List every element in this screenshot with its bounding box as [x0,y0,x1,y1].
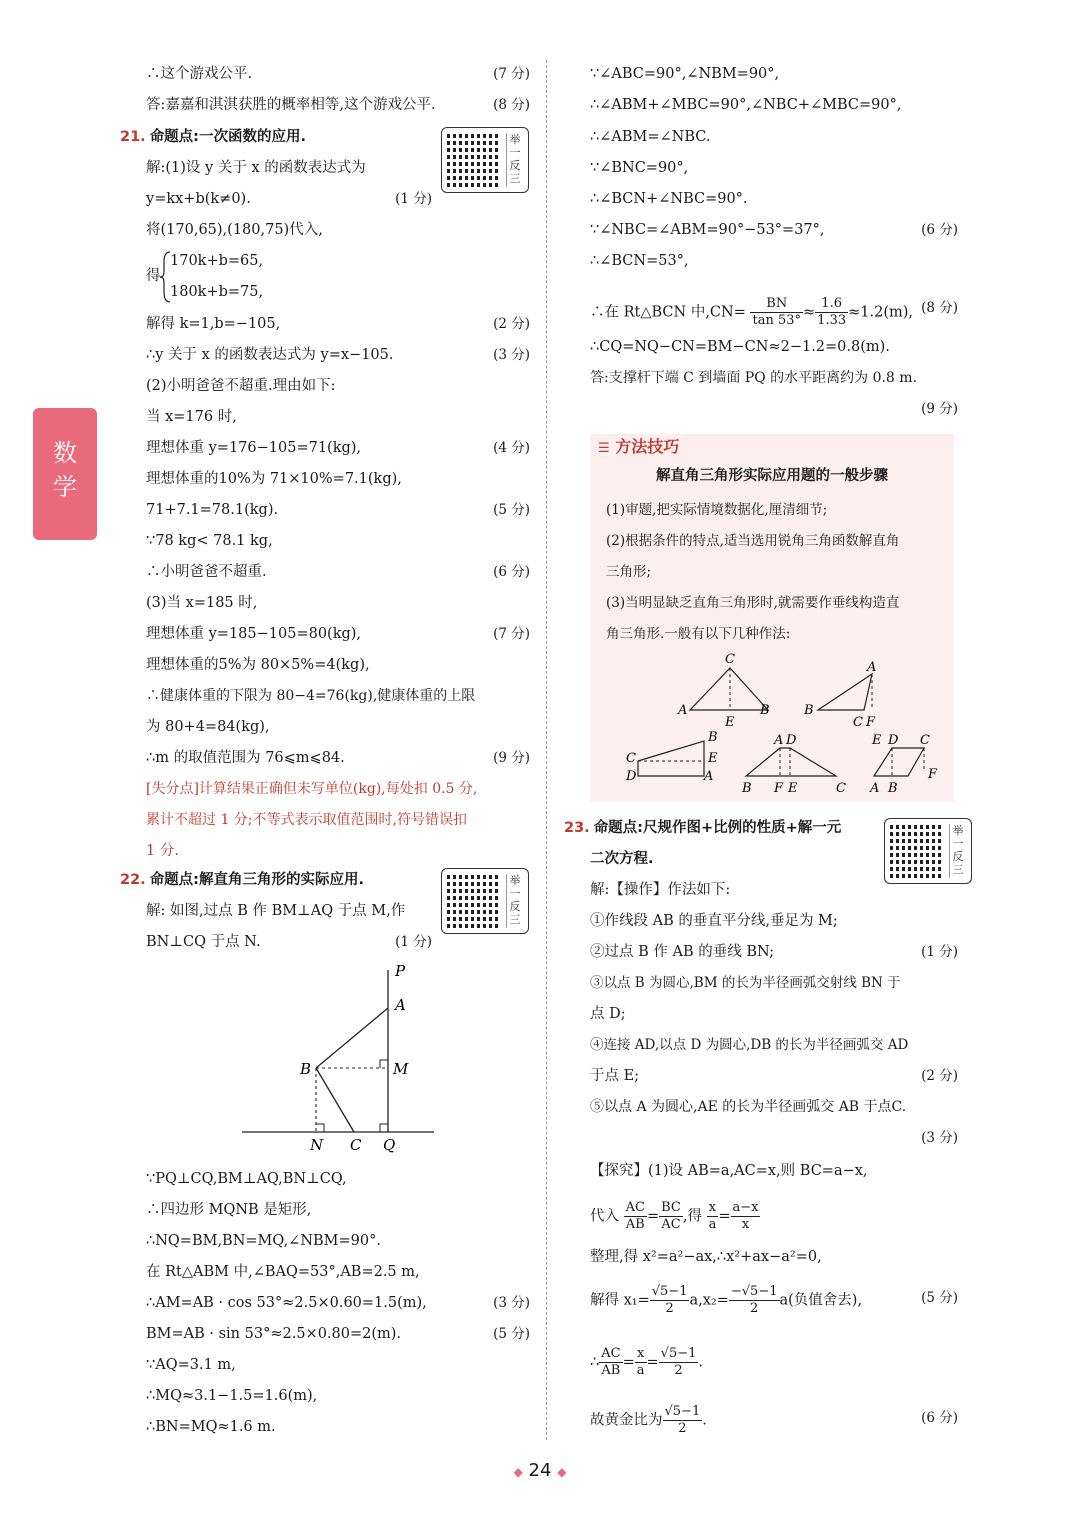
substitution-line: 代入 $\frac{AC}{AB}$ = $\frac{BC}{AC}$ ,得 $\frac{x}{a}$ = $\frac{a-x}{x}$ [590,1200,759,1232]
text-line: 点 D; [590,1006,626,1022]
figure-2 [803,660,876,730]
label-a: A [395,996,406,1014]
label-m: M [393,1060,409,1078]
score-mark: (8 分) [921,300,958,316]
score-mark: (6 分) [921,222,958,238]
method-tips-box [590,434,954,802]
qr-code-image [890,824,944,878]
qr-tag: 举一反三 [506,133,523,187]
golden-ratio-line: 故黄金比为 $\frac{√5-1}{2}$ . [590,1404,707,1436]
tips-icon: ☰ [598,441,610,456]
svg-text:D: D [786,733,797,748]
score-mark: (5 分) [493,502,530,518]
text-line: 当 x=176 时, [146,409,237,425]
text-line: ∴这个游戏公平. [146,66,253,82]
label-b: B [300,1060,312,1078]
equation-line: 180k+b=75, [170,284,264,300]
text-line: 理想体重的10%为 71×10%=7.1(kg), [146,471,402,487]
diamond-icon: ◆ [557,1465,567,1479]
text-line: 【探究】(1)设 AB=a,AC=x,则 BC=a−x, [590,1163,868,1179]
text-line: BM=AB · sin 53°≈2.5×0.80=2(m). [146,1326,402,1342]
text-line: ②过点 B 作 AB 的垂线 BN; [590,944,775,960]
score-mark: (9 分) [493,750,530,766]
svg-text:F: F [866,715,876,730]
text-line: 整理,得 x²=a²−ax,∴x²+ax−a²=0, [590,1249,822,1265]
question-number: 23. [564,820,590,836]
score-mark: (5 分) [493,1326,530,1342]
svg-text:D: D [888,733,899,748]
text-line: 解:【操作】作法如下: [590,882,731,898]
text-line: 71+7.1=78.1(kg). [146,502,279,518]
text-line: ∴∠BCN+∠NBC=90°. [590,191,748,207]
svg-text:E: E [708,751,718,766]
qr-code[interactable] [884,818,972,884]
text-line: 得 [146,268,161,284]
cn-line: ∴在 Rt△BCN 中,CN= $\frac{BN}{\tan 53^\circ}$ ≈ $\frac{1.6}{1.33}$ ≈1.2(m), [590,296,914,328]
text-line: 理想体重 y=176−105=71(kg), [146,440,362,456]
tips-line: 角三角形.一般有以下几种作法: [606,626,791,642]
text-line: (2)小明爸爸不超重.理由如下: [146,378,336,394]
text-line: ∴NQ=BM,BN=MQ,∠NBM=90°. [146,1233,381,1249]
score-mark: (6 分) [493,564,530,580]
text-line: 在 Rt△ABM 中,∠BAQ=53°,AB=2.5 m, [146,1264,420,1280]
svg-text:B: B [742,781,752,796]
label-q: Q [383,1136,396,1154]
diamond-icon: ◆ [513,1465,523,1479]
figure-1 [677,652,770,730]
text-line: 解得 k=1,b=−105, [146,316,281,332]
svg-text:C: C [725,652,735,667]
score-mark: (1 分) [395,191,432,207]
text-line: ①作线段 AB 的垂直平分线,垂足为 M; [590,913,838,929]
text-line: ∴∠ABM+∠MBC=90°,∠NBC+∠MBC=90°, [590,97,902,113]
tips-line: (1)审题,把实际情境数据化,厘清细节; [606,502,828,518]
text-line: ∵∠NBC=∠ABM=90°−53°=37°, [590,222,825,238]
label-c: C [350,1136,362,1154]
qr-tag: 举一反三 [506,874,523,928]
svg-text:C: C [920,733,930,748]
score-mark: (7 分) [493,66,530,82]
question-21-heading: 21. 命题点:一次函数的应用. [120,129,306,145]
tips-figures [590,646,954,800]
score-mark: (2 分) [921,1068,958,1084]
text-line: 于点 E; [590,1068,640,1084]
text-line: BN⊥CQ 于点 N. [146,934,261,950]
text-line: 将(170,65),(180,75)代入, [146,222,323,238]
text-line: 解:(1)设 y 关于 x 的函数表达式为 [146,160,366,176]
page-number: ◆ 24 ◆ [513,1460,567,1481]
text-line: ∴m 的取值范围为 76⩽m⩽84. [146,750,345,766]
tips-line: 三角形; [606,564,652,580]
tips-subtitle: 解直角三角形实际应用题的一般步骤 [656,468,888,484]
deduction-note: [失分点]计算结果正确但未写单位(kg),每处扣 0.5 分, [146,781,478,797]
score-mark: (3 分) [493,347,530,363]
score-mark: (1 分) [395,934,432,950]
svg-text:D: D [626,769,637,784]
text-line: ⑤以点 A 为圆心,AE 的长为半径画弧交 AB 于点C. [590,1099,907,1115]
text-line: ∵PQ⊥CQ,BM⊥AQ,BN⊥CQ, [146,1171,347,1187]
solution-line: 解得 x₁= $\frac{√5-1}{2}$ a,x₂= $\frac{-√5-1}{2}$ a(负值舍去), [590,1284,863,1316]
score-mark: (3 分) [493,1295,530,1311]
question-23-heading: 23. 命题点:尺规作图+比例的性质+解一元 [564,820,842,836]
text-line: 理想体重的5%为 80×5%=4(kg), [146,657,370,673]
subject-label: 数学 [53,439,77,501]
qr-code-image [447,133,501,187]
svg-text:F: F [774,781,784,796]
score-mark: (3 分) [921,1130,958,1146]
score-mark: (1 分) [921,944,958,960]
text-line: ∴MQ≈3.1−1.5=1.6(m), [146,1388,318,1404]
svg-text:A: A [870,781,880,796]
label-p: P [395,962,406,980]
text-line: 为 80+4=84(kg), [146,719,270,735]
equation-line: 170k+b=65, [170,253,264,269]
qr-code[interactable] [441,868,529,934]
score-mark: (7 分) [493,626,530,642]
svg-text:C: C [626,751,636,766]
text-line: ③以点 B 为圆心,BM 的长为半径画弧交射线 BN 于 [590,975,901,991]
text-line: ∴∠ABM=∠NBC. [590,129,711,145]
geometry-figure-22 [238,960,438,1160]
question-number: 21. [120,129,146,145]
text-line: ∵∠BNC=90°, [590,160,689,176]
deduction-note: 1 分. [146,843,179,859]
text-line: 解: 如图,过点 B 作 BM⊥AQ 于点 M,作 [146,903,406,919]
text-line: 二次方程. [590,851,654,867]
label-n: N [310,1136,324,1154]
subject-tab [33,408,97,540]
text-line: ∵78 kg< 78.1 kg, [146,533,273,549]
svg-text:B: B [708,730,718,745]
text-line: ∴y 关于 x 的函数表达式为 y=x−105. [146,347,394,363]
fraction: $\frac{1.6}{1.33}$ [817,296,847,328]
question-22-heading: 22. 命题点:解直角三角形的实际应用. [120,872,364,888]
text-line: (3)当 x=185 时, [146,595,258,611]
text-line: 答:嘉嘉和淇淇获胜的概率相等,这个游戏公平. [146,97,436,113]
score-mark: (6 分) [921,1410,958,1426]
text-line: ∴四边形 MQNB 是矩形, [146,1202,312,1218]
svg-text:B: B [760,703,770,718]
qr-code[interactable] [441,127,529,193]
svg-text:F: F [928,767,938,782]
score-mark: (5 分) [921,1290,958,1306]
svg-text:E: E [725,715,735,730]
qr-tag: 举一反三 [949,824,966,878]
svg-text:A: A [774,733,784,748]
figure-5 [869,733,938,796]
ratio-line: ∴ $\frac{AC}{AB}$ = $\frac{x}{a}$ = $\frac{√5-1}{2}$ . [590,1346,703,1378]
score-mark: (2 分) [493,316,530,332]
tips-title: ☰ 方法技巧 [598,437,680,456]
svg-text:E: E [788,781,798,796]
text-line: ∴∠BCN=53°, [590,253,689,269]
svg-text:C: C [853,715,863,730]
svg-text:E: E [872,733,882,748]
text-line: ∵∠ABC=90°,∠NBM=90°, [590,66,780,82]
text-line: ∵AQ=3.1 m, [146,1357,236,1373]
tips-line: (3)当明显缺乏直角三角形时,就需要作垂线构造直 [606,595,900,611]
deduction-note: 累计不超过 1 分;不等式表示取值范围时,符号错误扣 [146,812,467,828]
tips-line: (2)根据条件的特点,适当选用锐角三角函数解直角 [606,533,900,549]
svg-text:A: A [867,660,877,675]
text-line: y=kx+b(k≠0). [146,191,251,207]
text-line: ∴CQ=NQ−CN=BM−CN≈2−1.2=0.8(m). [590,339,890,355]
svg-text:C: C [836,781,846,796]
text-line: 答:支撑杆下端 C 到墙面 PQ 的水平距离约为 0.8 m. [590,370,918,386]
fraction: $\frac{BN}{\tan 53^\circ}$ [752,296,802,328]
svg-text:A: A [704,769,714,784]
column-divider [546,60,547,1440]
text-line: ∴BN=MQ≈1.6 m. [146,1419,276,1435]
score-mark: (8 分) [493,97,530,113]
figure-3 [625,730,718,784]
score-mark: (9 分) [921,401,958,417]
text-line: ④连接 AD,以点 D 为圆心,DB 的长为半径画弧交 AD [590,1037,909,1053]
brace [160,250,172,304]
text-line: 理想体重 y=185−105=80(kg), [146,626,362,642]
figure-4 [741,733,846,796]
svg-text:B: B [804,703,814,718]
svg-text:B: B [888,781,898,796]
svg-text:A: A [678,703,688,718]
text-line: ∴健康体重的下限为 80−4=76(kg),健康体重的上限 [146,688,476,704]
qr-code-image [447,874,501,928]
question-number: 22. [120,872,146,888]
text-line: ∴AM=AB · cos 53°≈2.5×0.60=1.5(m), [146,1295,427,1311]
score-mark: (4 分) [493,440,530,456]
text-line: ∴小明爸爸不超重. [146,564,267,580]
